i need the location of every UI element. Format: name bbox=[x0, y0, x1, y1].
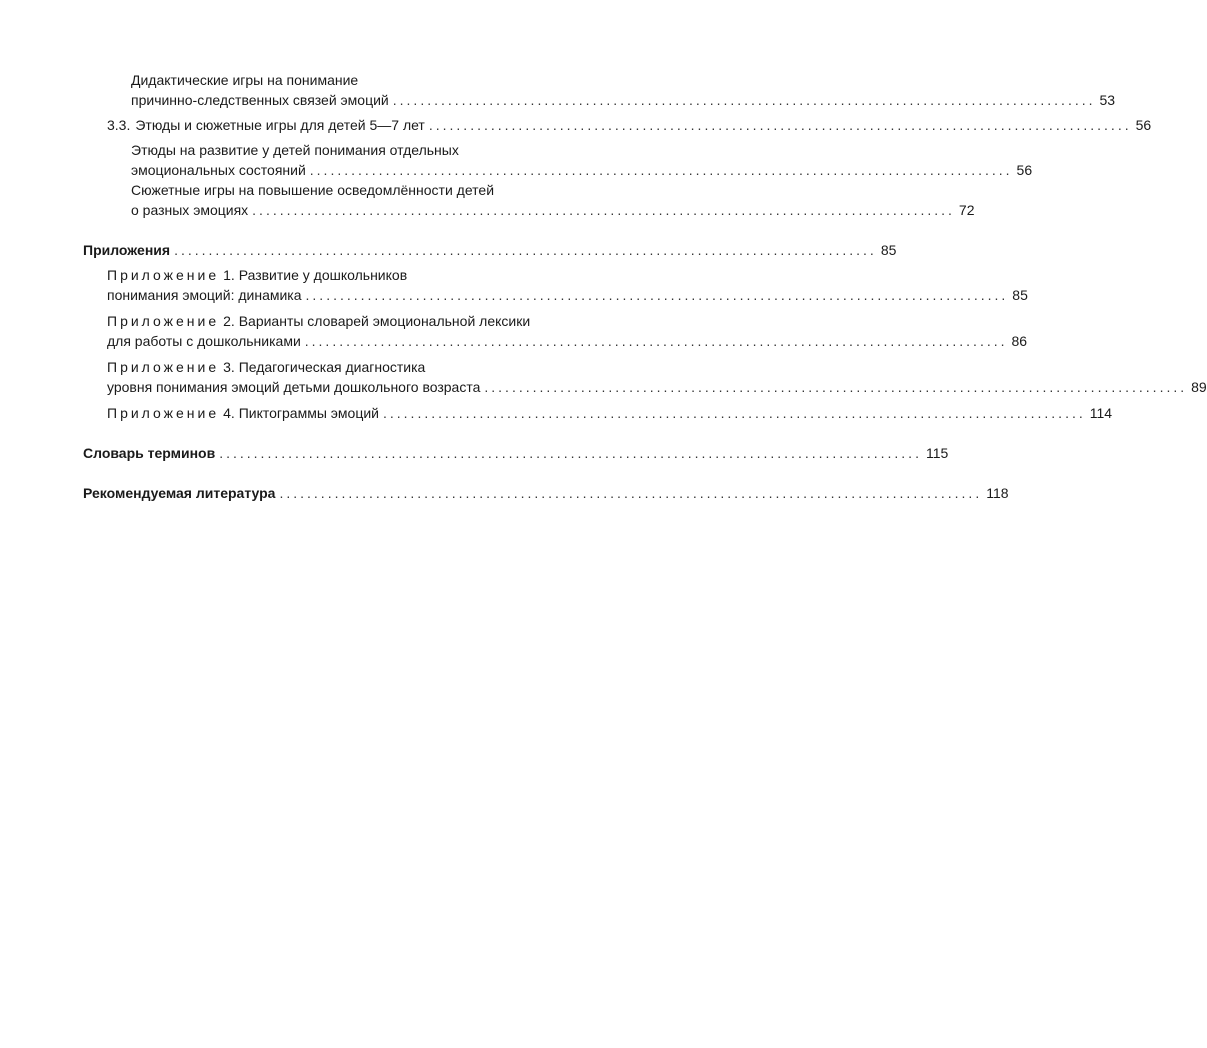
section-number: 3.3. bbox=[107, 117, 131, 133]
toc-entry-title-continued: эмоциональных состояний bbox=[131, 162, 306, 178]
toc-entry-appendices bbox=[83, 240, 897, 260]
appendix-word: Приложение bbox=[107, 359, 220, 375]
page-number: 53 bbox=[1099, 92, 1116, 108]
appendix-word: Приложение bbox=[107, 405, 220, 421]
toc-entry-title: 3. Педагогическая диагностика bbox=[223, 359, 426, 375]
page-number: 118 bbox=[986, 485, 1009, 501]
page-number: 85 bbox=[880, 242, 897, 258]
toc-entry-literature bbox=[83, 483, 1009, 503]
leader-dots: ...................................................................................................... bbox=[484, 379, 1188, 395]
toc-entry-title: Приложения bbox=[83, 242, 171, 258]
toc-entry-title: Этюды и сюжетные игры для детей 5—7 лет bbox=[135, 117, 425, 133]
page-number: 89 bbox=[1191, 379, 1207, 395]
leader-dots: ...................................................................................................... bbox=[383, 405, 1086, 421]
page-number: 86 bbox=[1011, 333, 1028, 349]
page-number: 72 bbox=[958, 202, 975, 218]
toc-entry-title-continued: понимания эмоций: динамика bbox=[107, 287, 302, 303]
page-number: 56 bbox=[1016, 162, 1033, 178]
toc-entry-section-3-3 bbox=[83, 115, 1152, 135]
leader-dots: ...................................................................................................... bbox=[392, 92, 1096, 108]
toc-entry-glossary bbox=[83, 443, 949, 463]
table-of-contents bbox=[83, 70, 1207, 503]
page-number: 115 bbox=[925, 445, 949, 461]
appendix-word: Приложение bbox=[107, 313, 220, 329]
leader-dots: ...................................................................................................... bbox=[279, 485, 983, 501]
page-number: 85 bbox=[1012, 287, 1028, 303]
toc-entry-title: Рекомендуемая литература bbox=[83, 485, 276, 501]
toc-entry-title-continued: о разных эмоциях bbox=[131, 202, 249, 218]
toc-entry-title: Дидактические игры на понимание bbox=[131, 72, 359, 88]
toc-entry-etudes bbox=[83, 140, 1033, 180]
page-number: 114 bbox=[1089, 405, 1113, 421]
toc-entry-title: Сюжетные игры на повышение осведомлённости детей bbox=[131, 182, 495, 198]
leader-dots: ...................................................................................................... bbox=[309, 162, 1013, 178]
leader-dots: ...................................................................................................... bbox=[219, 445, 922, 461]
leader-dots: ...................................................................................................... bbox=[174, 242, 877, 258]
toc-entry-title: 4. Пиктограммы эмоций bbox=[223, 405, 379, 421]
leader-dots: ...................................................................................................... bbox=[305, 287, 1009, 303]
toc-entry-title: Словарь терминов bbox=[83, 445, 216, 461]
toc-entry-title-continued: причинно-следственных связей эмоций bbox=[131, 92, 389, 108]
leader-dots: ...................................................................................................... bbox=[252, 202, 955, 218]
leader-dots: ...................................................................................................... bbox=[304, 333, 1008, 349]
toc-entry-title: 1. Развитие у дошкольников bbox=[223, 267, 408, 283]
toc-entry-didactic-games bbox=[83, 70, 1116, 110]
toc-entry-appendix-2 bbox=[83, 311, 1028, 351]
toc-entry-story-games bbox=[83, 180, 975, 220]
leader-dots: ...................................................................................................... bbox=[428, 117, 1132, 133]
toc-entry-appendix-1 bbox=[83, 265, 1028, 305]
toc-entry-appendix-3 bbox=[83, 357, 1207, 397]
appendix-word: Приложение bbox=[107, 267, 220, 283]
page-number: 56 bbox=[1135, 117, 1152, 133]
toc-entry-title-continued: для работы с дошкольниками bbox=[107, 333, 301, 349]
toc-entry-title: 2. Варианты словарей эмоциональной лексики bbox=[223, 313, 531, 329]
toc-entry-appendix-4 bbox=[83, 403, 1113, 423]
toc-entry-title: Этюды на развитие у детей понимания отдельных bbox=[131, 142, 459, 158]
toc-entry-title-continued: уровня понимания эмоций детьми дошкольного возраста bbox=[107, 379, 481, 395]
